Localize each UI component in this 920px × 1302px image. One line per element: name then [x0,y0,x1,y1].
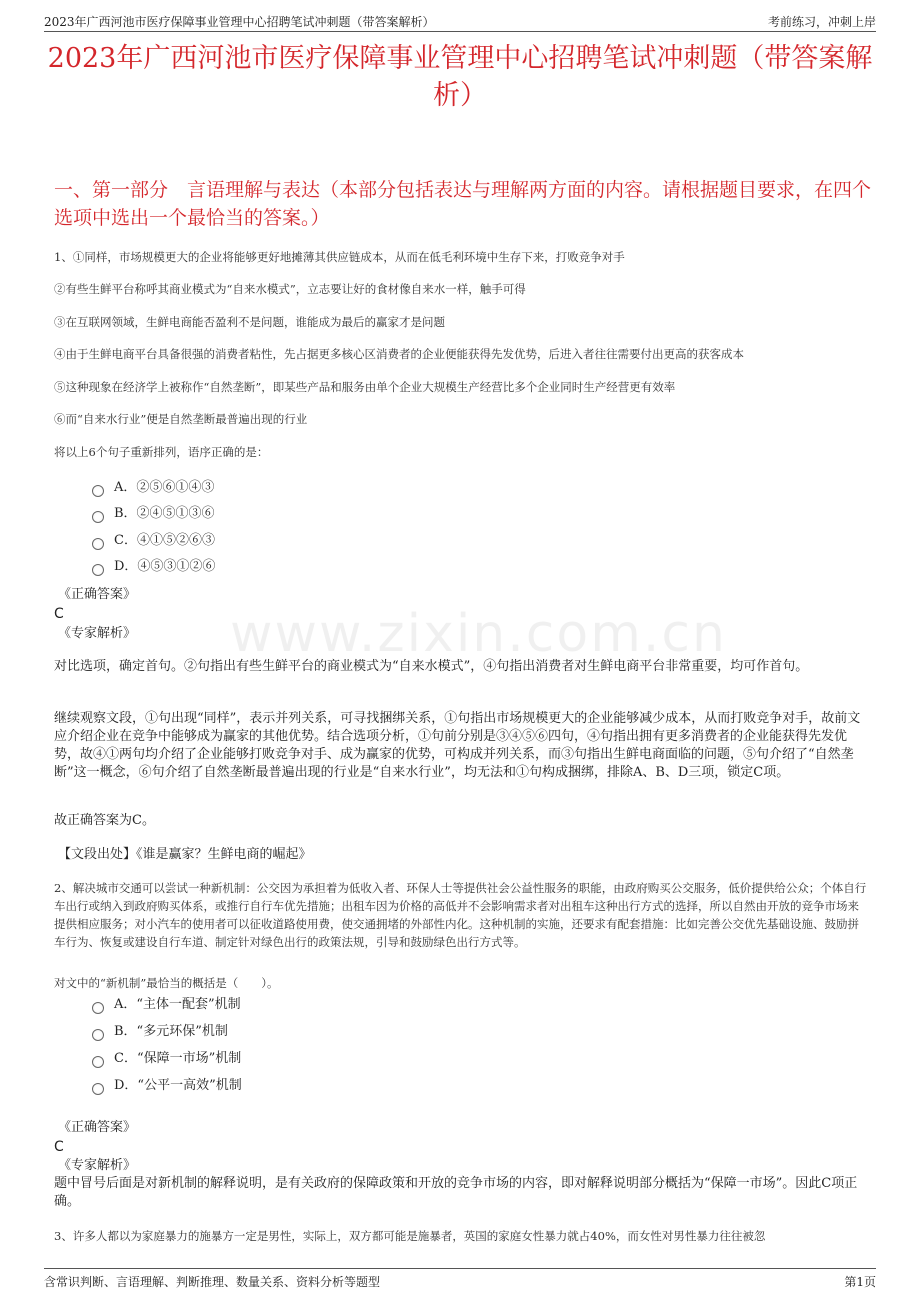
radio-icon[interactable] [92,538,104,550]
q1-option-a[interactable] [92,478,214,498]
radio-icon[interactable] [92,1056,104,1068]
radio-icon[interactable] [92,564,104,576]
q2-prompt: 对文中的“新机制”最恰当的概括是（ ）。 [54,976,279,990]
q1-option-b[interactable] [92,504,215,524]
q2-analysis-label: 《专家解析》 [58,1158,137,1173]
section-heading: 一、第一部分 言语理解与表达（本部分包括表达与理解两方面的内容。请根据题目要求，在四个选项中选出一个最恰当的答案。） [54,179,872,229]
q1-analysis-label: 《专家解析》 [58,626,137,641]
q1-line-4: ④由于生鲜电商平台具备很强的消费者粘性，先占据更多核心区消费者的企业便能获得先发优势，后进入者往往需要付出更高的获客成本 [54,347,744,361]
q1-line-1: 1、①同样，市场规模更大的企业将能够更好地摊薄其供应链成本，从而在低毛利环境中生存下来，打败竞争对手 [54,250,625,264]
header-slogan: 考前练习，冲刺上岸 [767,15,876,29]
radio-icon[interactable] [92,1029,104,1041]
document-title: 2023年广西河池市医疗保障事业管理中心招聘笔试冲刺题（带答案解析） [47,43,873,111]
option-label: A．“主体一配套”机制 [114,997,241,1012]
q1-analysis-conclusion: 故正确答案为C。 [54,813,155,828]
radio-icon[interactable] [92,1083,104,1095]
q2-analysis: 题中冒号后面是对新机制的解释说明，是有关政府的保障政策和开放的竞争市场的内容，即对解释说明部分概括为“保障一市场”。因此C项正确。 [54,1176,858,1209]
q1-option-c[interactable] [92,531,215,551]
q1-line-5: ⑤这种现象在经济学上被称作“自然垄断”，即某些产品和服务由单个企业大规模生产经营比多个企业同时生产经营更有效率 [54,380,676,394]
header-doc-title: 2023年广西河池市医疗保障事业管理中心招聘笔试冲刺题（带答案解析） [44,15,435,29]
radio-icon[interactable] [92,511,104,523]
page-header [44,10,876,32]
option-label: B．“多元环保”机制 [114,1024,228,1039]
q2-answer: C [54,1139,64,1155]
option-label: A．②⑤⑥①④③ [114,480,215,495]
q2-option-c[interactable] [92,1049,241,1069]
radio-icon[interactable] [92,1002,104,1014]
footer-topics: 含常识判断、言语理解、判断推理、数量关系、资料分析等题型 [44,1275,381,1289]
option-label: D．“公平一高效”机制 [114,1078,242,1093]
q3-text: 3、许多人都以为家庭暴力的施暴方一定是男性，实际上，双方都可能是施暴者，英国的家庭女性暴力就占40%，而女性对男性暴力往往被忽 [54,1229,766,1243]
q2-option-a[interactable] [92,995,241,1015]
q2-option-d[interactable] [92,1076,242,1096]
q1-answer-label: 《正确答案》 [58,587,137,602]
radio-icon[interactable] [92,485,104,497]
page-number: 第1页 [844,1275,876,1289]
option-label: C．④①⑤②⑥③ [114,533,215,548]
q2-text: 2、解决城市交通可以尝试一种新机制：公交因为承担着为低收入者、环保人士等提供社会公益性服务的职能，由政府购买公交服务，低价提供给公众；个体自行车出行或纳入到政府购买体系，或推行自行车优先措施；出租车因为价格的高低并不会影响需求者对出租车这种出行方式的选择，所以自然由开放的竞争市场来提供相应服务；对小汽车的使用者可以征收道路使用费，使交通拥堵的外部性内化。这种机制的实施，还要求有配套措施：比如完善公交优先基础设施、鼓励拼车行为、恢复或建设自行车道、制定针对绿色出行的政策法规，引导和鼓励绿色出行方式等。 [54,881,867,949]
q1-analysis-para-2: 继续观察文段，①句出现“同样”，表示并列关系，可寻找捆绑关系，①句指出市场规模更大的企业能够减少成本，从而打败竞争对手，故前文应介绍企业在竞争中能够成为赢家的其他优势。结合选项分析，①句前分别是③④⑤⑥四句，④句指出拥有更多消费者的企业能获得先发优势，故④①两句均介绍了企业能够打败竞争对手、成为赢家的优势，可构成并列关系，而③句指出生鲜电商面临的问题，⑤句介绍了“自然垄断”这一概念，⑥句介绍了自然垄断最普遍出现的行业是“自来水行业”，均无法和①句构成捆绑，排除A、B、D三项，锁定C项。 [54,711,861,780]
q1-prompt: 将以上6个句子重新排列，语序正确的是： [54,445,269,459]
q2-option-b[interactable] [92,1022,228,1042]
q1-line-3: ③在互联网领域，生鲜电商能否盈利不是问题，谁能成为最后的赢家才是问题 [54,315,445,329]
option-label: D．④⑤③①②⑥ [114,559,216,574]
option-label: C．“保障一市场”机制 [114,1051,242,1066]
q1-line-6: ⑥而“自来水行业”便是自然垄断最普遍出现的行业 [54,412,308,426]
q1-line-2: ②有些生鲜平台称呼其商业模式为“自来水模式”，立志要让好的食材像自来水一样，触手可得 [54,282,526,296]
q2-answer-label: 《正确答案》 [58,1120,137,1135]
q1-option-d[interactable] [92,557,215,577]
q1-analysis-para-1: 对比选项，确定首句。②句指出有些生鲜平台的商业模式为“自来水模式”，④句指出消费者对生鲜电商平台非常重要，均可作首句。 [54,659,809,674]
watermark: www.zixin.com.cn [230,604,727,664]
option-label: B．②④⑤①③⑥ [114,506,215,521]
q1-source: 【文段出处】《谁是赢家？生鲜电商的崛起》 [58,847,312,862]
page-footer [44,1268,876,1292]
q1-answer: C [54,606,64,622]
